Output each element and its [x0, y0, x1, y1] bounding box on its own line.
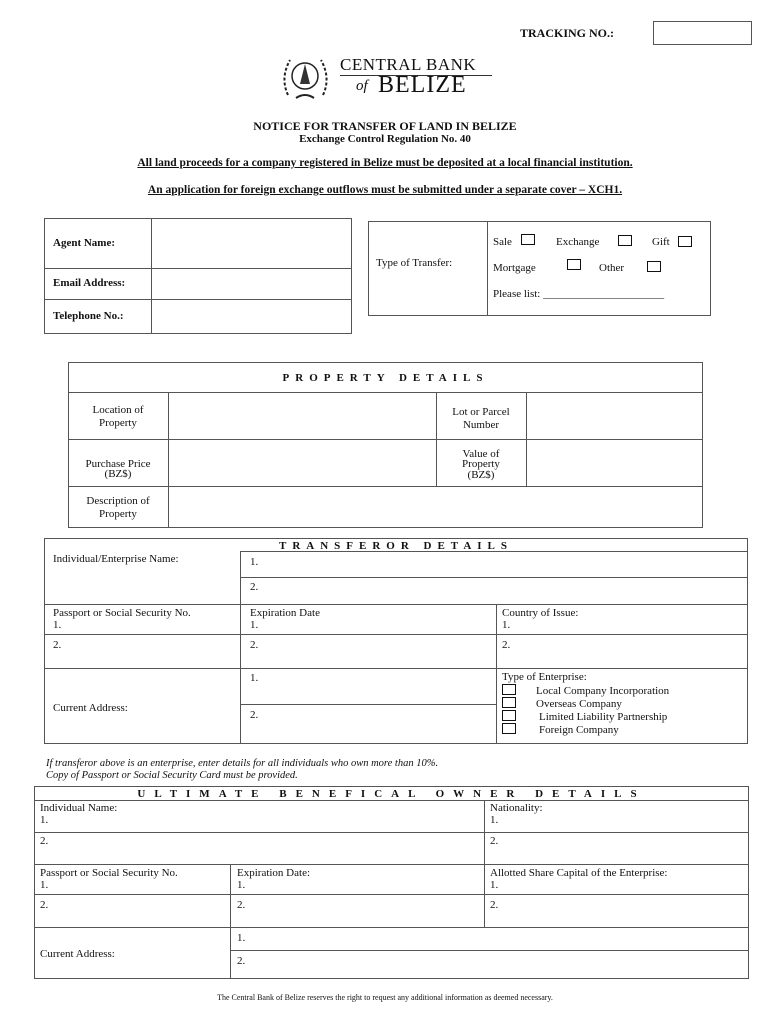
share-capital-2-field[interactable]: 2. [490, 899, 499, 911]
transferor-country-label: Country of Issue: [502, 607, 579, 619]
transferor-address-2-field[interactable]: 2. [250, 709, 259, 721]
form-subtitle: Exchange Control Regulation No. 40 [299, 133, 471, 145]
transferor-expiry-2-field[interactable]: 2. [250, 639, 259, 651]
overseas-company-label: Overseas Company [536, 698, 622, 710]
lot-label-line2: Number [462, 419, 500, 431]
purchase-price-label-line2: (BZ$) [104, 468, 132, 480]
tracking-label: TRACKING NO.: [520, 26, 615, 40]
agent-name-field[interactable] [153, 220, 350, 267]
mortgage-label: Mortgage [493, 262, 536, 274]
lot-number-field[interactable] [528, 394, 701, 438]
email-address-field[interactable] [153, 270, 350, 298]
transferor-passport-1-field[interactable]: 1. [53, 619, 62, 631]
owner-passport-1-field[interactable]: 1. [40, 879, 49, 891]
mortgage-checkbox[interactable] [567, 259, 581, 270]
purchase-price-field[interactable] [170, 441, 434, 485]
nationality-label: Nationality: [490, 802, 543, 814]
individual-enterprise-name-label: Individual/Enterprise Name: [53, 553, 179, 565]
gift-checkbox[interactable] [678, 236, 692, 247]
description-field[interactable] [170, 488, 701, 526]
exchange-checkbox[interactable] [618, 235, 632, 246]
foreign-company-label: Foreign Company [539, 724, 619, 736]
gift-label: Gift [652, 236, 670, 248]
owner-passport-label: Passport or Social Security No. [40, 867, 178, 879]
enterprise-type-label: Type of Enterprise: [502, 671, 587, 683]
bank-logo-emblem-icon [278, 50, 333, 105]
value-label-line2: Property [462, 458, 500, 470]
other-checkbox[interactable] [647, 261, 661, 272]
transferor-address-label: Current Address: [53, 702, 128, 714]
logo-text-central-bank: CENTRAL BANK [340, 55, 477, 74]
logo-text-belize: BELIZE [378, 72, 467, 98]
sale-label: Sale [493, 236, 512, 248]
llp-checkbox[interactable] [502, 710, 516, 721]
value-label-line1: Value of [462, 448, 500, 460]
agent-name-label: Agent Name: [53, 237, 116, 249]
owner-details-heading: ULTIMATE BENEFICAL OWNER DETAILS [137, 788, 646, 800]
owner-expiry-2-field[interactable]: 2. [237, 899, 246, 911]
footer-disclaimer: The Central Bank of Belize reserves the right to request any additional information as deemed necessary. [217, 993, 553, 1002]
description-label-line1: Description of [86, 495, 150, 507]
owner-address-label: Current Address: [40, 948, 115, 960]
owner-expiry-label: Expiration Date: [237, 867, 311, 879]
transferor-name-2-field[interactable]: 2. [250, 581, 259, 593]
owner-name-1-field[interactable]: 1. [40, 814, 49, 826]
purchase-price-label-line1: Purchase Price [85, 458, 151, 470]
transferor-expiry-1-field[interactable]: 1. [250, 619, 259, 631]
local-company-checkbox[interactable] [502, 684, 516, 695]
transferor-passport-label: Passport or Social Security No. [53, 607, 191, 619]
enterprise-note: If transferor above is an enterprise, enter details for all individuals who own more than 10%. [46, 758, 439, 769]
other-label: Other [599, 262, 625, 274]
transferor-passport-2-field[interactable]: 2. [53, 639, 62, 651]
passport-copy-note: Copy of Passport or Social Security Card must be provided. [46, 770, 298, 781]
owner-address-2-field[interactable]: 2. [237, 955, 246, 967]
telephone-label: Telephone No.: [53, 310, 124, 322]
owner-address-1-field[interactable]: 1. [237, 932, 246, 944]
logo-text-of: of [356, 78, 368, 94]
share-capital-1-field[interactable]: 1. [490, 879, 499, 891]
property-value-field[interactable] [528, 441, 701, 485]
llp-label: Limited Liability Partnership [539, 711, 668, 723]
owner-name-label: Individual Name: [40, 802, 118, 814]
tracking-number-field[interactable] [653, 21, 752, 45]
location-label-line2: Property [99, 417, 137, 429]
value-label-line3: (BZ$) [467, 469, 495, 481]
transferor-expiry-label: Expiration Date [250, 607, 320, 619]
foreign-company-checkbox[interactable] [502, 723, 516, 734]
nationality-1-field[interactable]: 1. [490, 814, 499, 826]
property-details-heading: PROPERTY DETAILS [282, 372, 489, 384]
owner-passport-2-field[interactable]: 2. [40, 899, 49, 911]
telephone-field[interactable] [153, 301, 350, 333]
nationality-2-field[interactable]: 2. [490, 835, 499, 847]
transfer-type-label: Type of Transfer: [376, 257, 453, 269]
form-title: NOTICE FOR TRANSFER OF LAND IN BELIZE [253, 119, 517, 133]
owner-expiry-1-field[interactable]: 1. [237, 879, 246, 891]
transferor-country-2-field[interactable]: 2. [502, 639, 511, 651]
share-capital-label: Allotted Share Capital of the Enterprise: [490, 867, 668, 879]
local-company-label: Local Company Incorporation [536, 685, 670, 697]
notice-deposit: All land proceeds for a company registered in Belize must be deposited at a local financial institution. [137, 157, 633, 169]
transferor-name-1-field[interactable]: 1. [250, 556, 259, 568]
transferor-address-1-field[interactable]: 1. [250, 672, 259, 684]
email-address-label: Email Address: [53, 277, 126, 289]
notice-forex: An application for foreign exchange outflows must be submitted under a separate cover – XCH1. [147, 184, 623, 196]
lot-label-line1: Lot or Parcel [452, 406, 510, 418]
location-label-line1: Location of [92, 404, 144, 416]
description-label-line2: Property [99, 508, 137, 520]
transferor-details-heading: TRANSFEROR DETAILS [278, 540, 514, 552]
overseas-company-checkbox[interactable] [502, 697, 516, 708]
location-field[interactable] [170, 394, 434, 438]
owner-name-2-field[interactable]: 2. [40, 835, 49, 847]
please-list-field[interactable]: Please list: ______________________ [493, 288, 665, 300]
exchange-label: Exchange [556, 236, 600, 248]
sale-checkbox[interactable] [521, 234, 535, 245]
transferor-country-1-field[interactable]: 1. [502, 619, 511, 631]
